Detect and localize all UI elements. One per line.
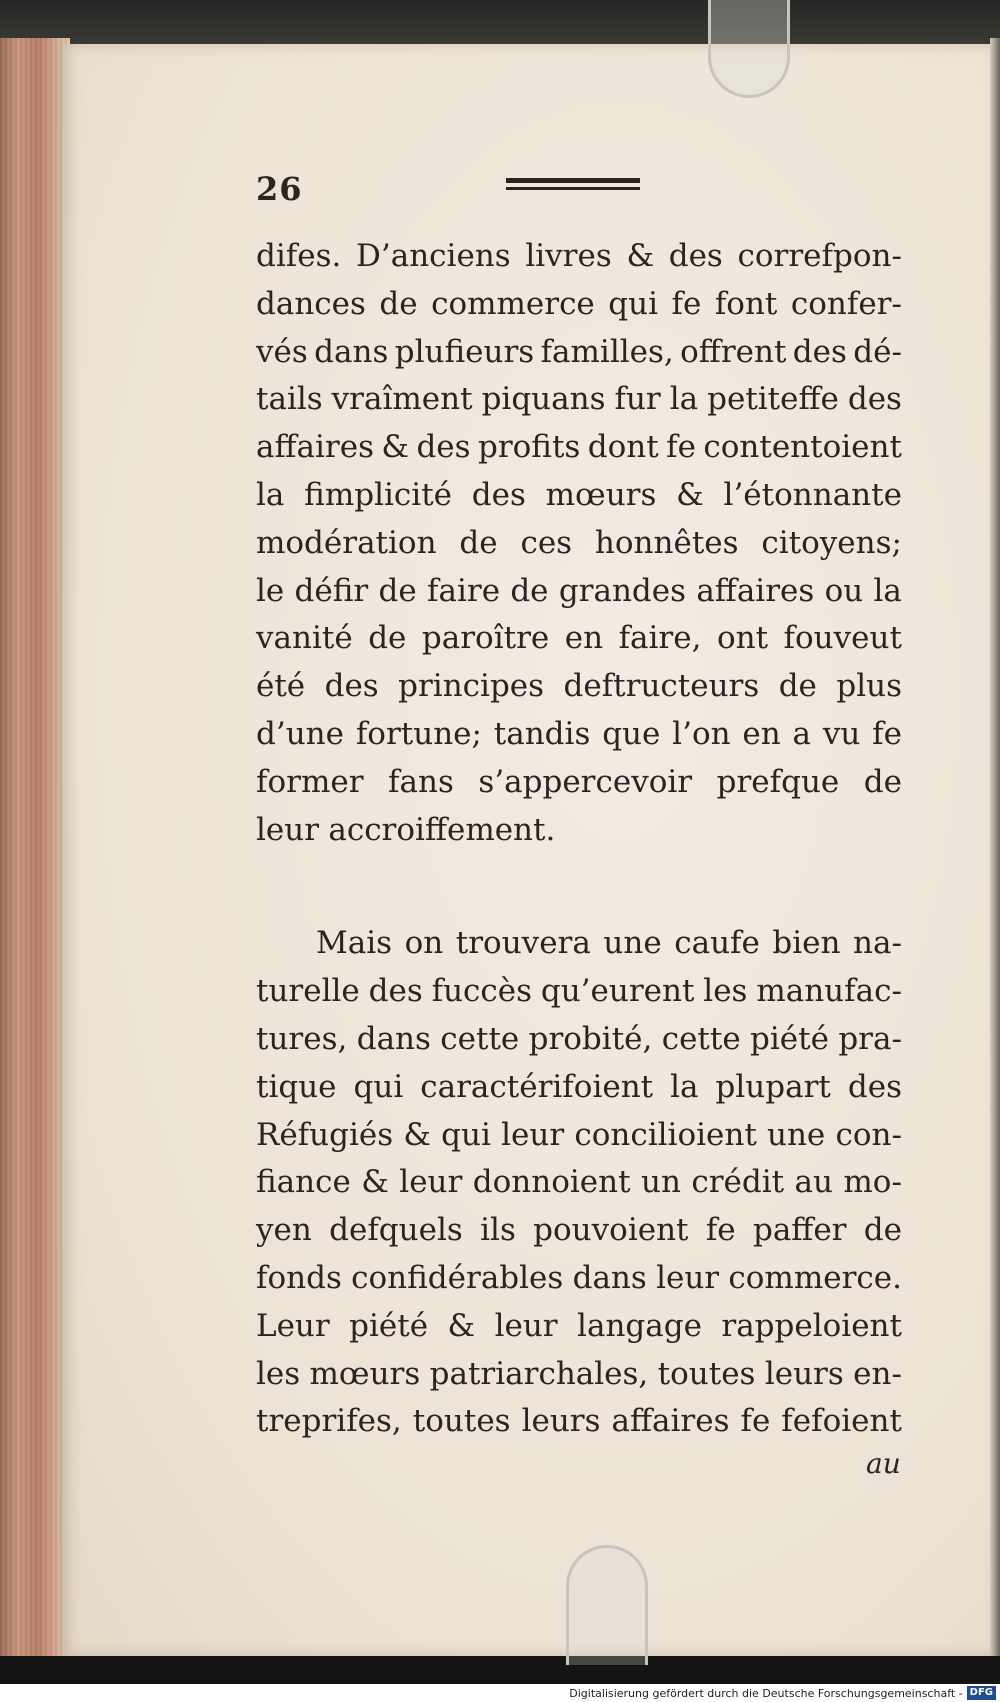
text-line: Mais on trouvera une caufe bien na- bbox=[316, 925, 902, 962]
dfg-logo: DFG bbox=[967, 1686, 996, 1700]
page-clip-top bbox=[708, 0, 790, 98]
text-line: modération de ces honnêtes citoyens; bbox=[256, 524, 902, 561]
text-line: tures, dans cette probité, cette piété pra- bbox=[256, 1020, 902, 1057]
text-line: d’une fortune; tandis que l’on en a vu fe bbox=[256, 715, 902, 752]
text-line: yen defquels ils pouvoient fe paffer de bbox=[256, 1212, 902, 1249]
digitization-credit: Digitalisierung gefördert durch die Deutsche Forschungsgemeinschaft - bbox=[569, 1686, 963, 1700]
text-line: vanité de paroître en faire, ont fouveut bbox=[256, 620, 902, 657]
text-line: les mœurs patriarchales, toutes leurs en- bbox=[256, 1355, 902, 1392]
text-line: tails vraîment piquans fur la petiteffe des bbox=[256, 381, 902, 418]
book-page-edges bbox=[0, 38, 70, 1663]
text-line: vés dans plufieurs familles, offrent des dé- bbox=[256, 333, 902, 370]
page-right-edge bbox=[990, 38, 1000, 1663]
catchword: au bbox=[866, 1447, 901, 1480]
text-line: affaires & des profits dont fe contentoient bbox=[256, 429, 902, 466]
page-number: 26 bbox=[256, 170, 303, 208]
paragraph-gap bbox=[256, 854, 902, 920]
paragraph bbox=[256, 920, 902, 1446]
paragraph bbox=[256, 233, 902, 854]
digitization-credit-bar bbox=[0, 1684, 1000, 1702]
header-rule bbox=[506, 178, 640, 190]
text-line: Réfugiés & qui leur concilioient une con- bbox=[256, 1116, 902, 1153]
text-line: tique qui caractérifoient la plupart des bbox=[256, 1068, 902, 1105]
text-line: Leur piété & leur langage rappeloient bbox=[256, 1307, 902, 1344]
page-clip-bottom bbox=[566, 1545, 648, 1665]
text-line: difes. D’anciens livres & des correfpon- bbox=[256, 238, 902, 274]
text-line: fonds confidérables dans leur commerce. bbox=[256, 1259, 902, 1296]
text-line: leur accroiffement. bbox=[256, 811, 556, 848]
text-line: la fimplicité des mœurs & l’étonnante bbox=[256, 476, 902, 513]
text-line: former fans s’appercevoir prefque de bbox=[256, 763, 902, 800]
body-text bbox=[256, 233, 902, 1446]
text-line: fiance & leur donnoient un crédit au mo- bbox=[256, 1164, 902, 1201]
text-line: été des principes deftructeurs de plus bbox=[256, 668, 902, 705]
text-line: treprifes, toutes leurs affaires fe fefoient bbox=[256, 1403, 902, 1440]
text-line: le défir de faire de grandes affaires ou la bbox=[256, 572, 902, 609]
text-line: dances de commerce qui fe font confer- bbox=[256, 285, 902, 322]
text-line: turelle des fuccès qu’eurent les manufac- bbox=[256, 973, 902, 1010]
scan-background-top bbox=[0, 0, 1000, 46]
